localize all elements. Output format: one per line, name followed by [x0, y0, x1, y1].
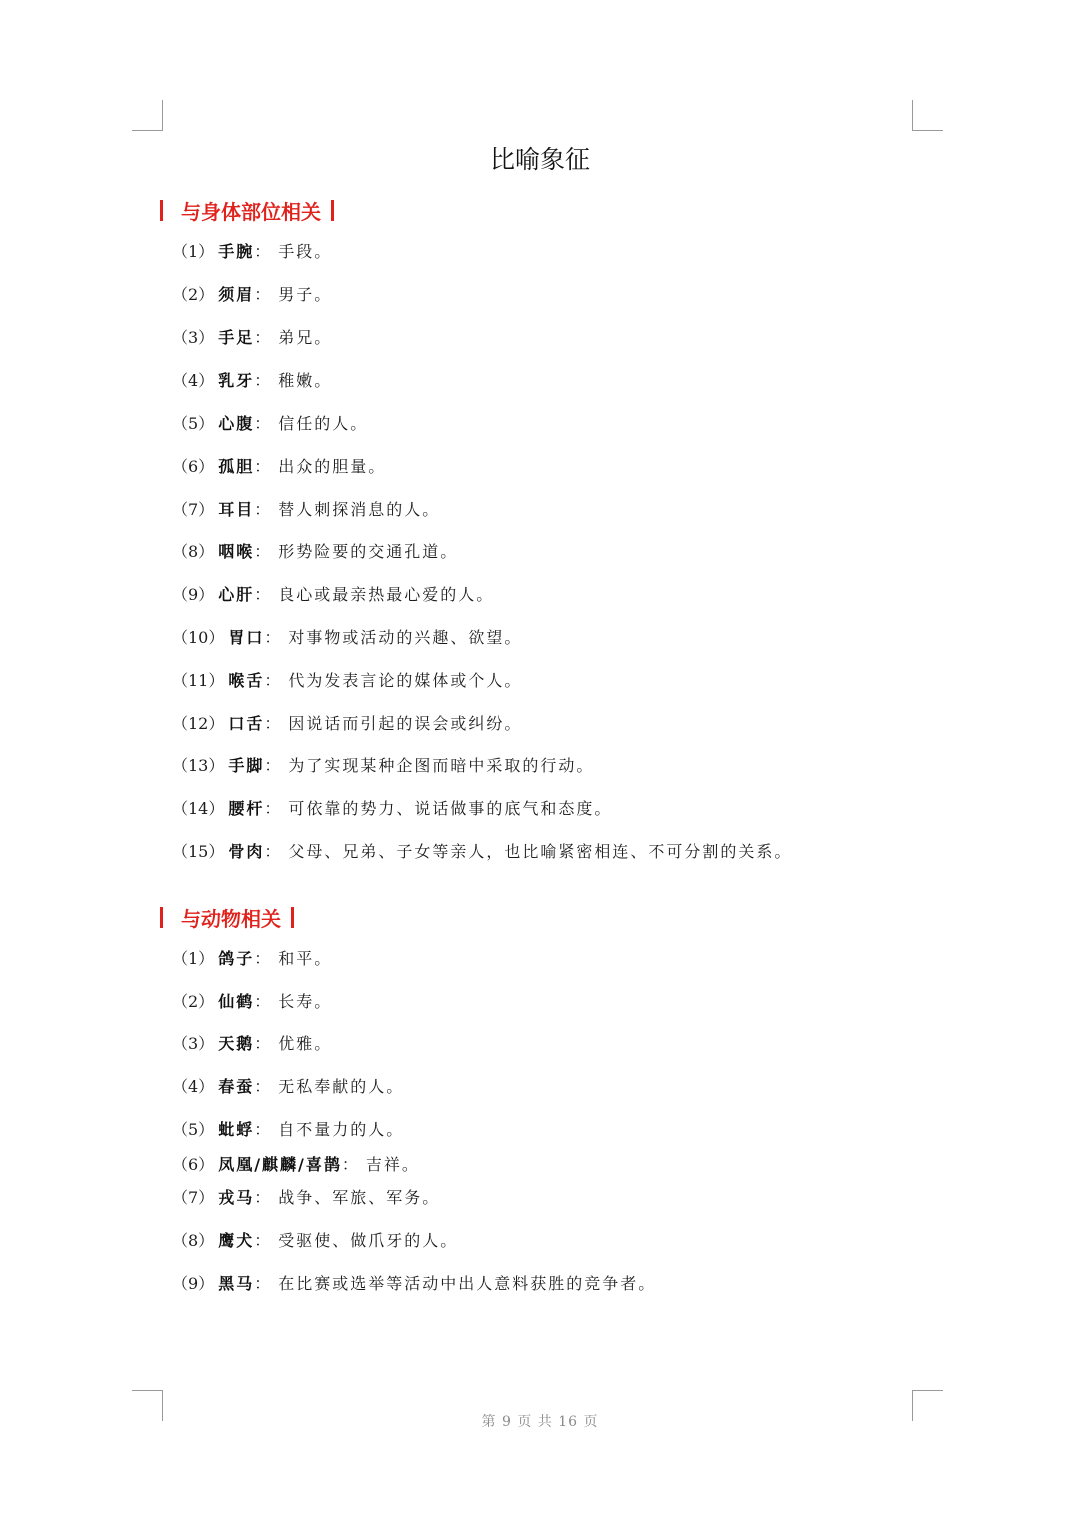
- item-term: 鸽子: [218, 949, 255, 968]
- item-term: 蚍蜉: [218, 1120, 255, 1139]
- item-number: （11）: [172, 671, 225, 690]
- item-term: 孤胆: [218, 457, 255, 476]
- item-colon: ：: [254, 457, 273, 476]
- list-item: [172, 1187, 440, 1209]
- item-colon: ：: [254, 1231, 273, 1250]
- item-colon: ：: [254, 371, 273, 390]
- item-definition: 对事物或活动的兴趣、欲望。: [288, 628, 523, 647]
- item-term: 手脚: [228, 756, 265, 775]
- item-colon: ：: [254, 328, 273, 347]
- item-number: （5）: [172, 414, 215, 433]
- heading-bar-right: [331, 200, 334, 221]
- item-number: （1）: [172, 242, 215, 261]
- item-definition: 父母、兄弟、子女等亲人，也比喻紧密相连、不可分割的关系。: [288, 842, 793, 861]
- item-number: （8）: [172, 1231, 215, 1250]
- section-heading-label: 与动物相关: [181, 907, 281, 931]
- item-number: （8）: [172, 542, 215, 561]
- item-term: 骨肉: [228, 842, 265, 861]
- item-colon: ：: [254, 1274, 273, 1293]
- footer-page-total: 16: [558, 1414, 579, 1430]
- item-definition: 男子。: [278, 285, 333, 304]
- list-item: [172, 755, 594, 777]
- item-term: 心肝: [218, 585, 255, 604]
- crop-mark-top-right: [912, 100, 943, 131]
- item-term: 戎马: [218, 1188, 255, 1207]
- item-definition: 自不量力的人。: [278, 1120, 405, 1139]
- list-item: [172, 627, 522, 649]
- footer-page-number: 9: [501, 1414, 512, 1430]
- item-term: 凤凰/麒麟/喜鹊: [218, 1155, 342, 1174]
- item-definition: 优雅。: [278, 1034, 333, 1053]
- item-number: （9）: [172, 585, 215, 604]
- item-colon: ：: [264, 714, 283, 733]
- footer-prefix: 第: [481, 1414, 497, 1430]
- item-colon: ：: [341, 1155, 360, 1174]
- list-item: [172, 841, 792, 863]
- list-item: [172, 1119, 404, 1141]
- list-item: [172, 1154, 420, 1176]
- list-item: [172, 284, 332, 306]
- list-item: [172, 948, 332, 970]
- item-term: 咽喉: [218, 542, 255, 561]
- item-number: （6）: [172, 457, 215, 476]
- item-term: 手腕: [218, 242, 255, 261]
- page-footer: [0, 1411, 1080, 1431]
- item-number: （3）: [172, 328, 215, 347]
- item-term: 心腹: [218, 414, 255, 433]
- item-number: （14）: [172, 799, 225, 818]
- item-colon: ：: [264, 756, 283, 775]
- list-item: [172, 241, 332, 263]
- item-colon: ：: [264, 628, 283, 647]
- item-definition: 为了实现某种企图而暗中采取的行动。: [288, 756, 595, 775]
- item-definition: 吉祥。: [365, 1155, 420, 1174]
- list-item: [172, 1230, 458, 1252]
- item-colon: ：: [254, 1077, 273, 1096]
- item-colon: ：: [254, 585, 273, 604]
- list-item: [172, 327, 332, 349]
- item-colon: ：: [254, 949, 273, 968]
- item-colon: ：: [264, 671, 283, 690]
- list-item: [172, 1033, 332, 1055]
- item-definition: 形势险要的交通孔道。: [278, 542, 459, 561]
- item-number: （7）: [172, 500, 215, 519]
- item-number: （3）: [172, 1034, 215, 1053]
- item-definition: 稚嫩。: [278, 371, 333, 390]
- item-number: （10）: [172, 628, 225, 647]
- item-definition: 在比赛或选举等活动中出人意料获胜的竞争者。: [278, 1274, 657, 1293]
- item-term: 手足: [218, 328, 255, 347]
- item-definition: 弟兄。: [278, 328, 333, 347]
- list-item: [172, 413, 368, 435]
- item-definition: 手段。: [278, 242, 333, 261]
- item-term: 喉舌: [228, 671, 265, 690]
- list-item: [172, 499, 440, 521]
- item-number: （13）: [172, 756, 225, 775]
- item-term: 腰杆: [228, 799, 265, 818]
- item-colon: ：: [254, 1188, 273, 1207]
- list-item: [172, 370, 332, 392]
- item-definition: 替人刺探消息的人。: [278, 500, 441, 519]
- item-definition: 受驱使、做爪牙的人。: [278, 1231, 459, 1250]
- item-number: （15）: [172, 842, 225, 861]
- page-title: 比喻象征: [489, 145, 590, 174]
- item-term: 鹰犬: [218, 1231, 255, 1250]
- item-colon: ：: [254, 500, 273, 519]
- item-colon: ：: [254, 285, 273, 304]
- heading-bar-left: [160, 200, 163, 221]
- item-term: 乳牙: [218, 371, 255, 390]
- item-definition: 出众的胆量。: [278, 457, 387, 476]
- footer-mid: 页 共: [517, 1414, 553, 1430]
- list-item: [172, 1076, 404, 1098]
- item-colon: ：: [264, 799, 283, 818]
- item-term: 须眉: [218, 285, 255, 304]
- item-definition: 信任的人。: [278, 414, 369, 433]
- list-item: [172, 991, 332, 1013]
- list-item: [172, 1273, 656, 1295]
- section-heading-label: 与身体部位相关: [181, 200, 321, 224]
- footer-suffix: 页: [583, 1414, 599, 1430]
- item-definition: 可依靠的势力、说话做事的底气和态度。: [288, 799, 613, 818]
- item-definition: 和平。: [278, 949, 333, 968]
- item-number: （9）: [172, 1274, 215, 1293]
- item-number: （1）: [172, 949, 215, 968]
- item-number: （4）: [172, 371, 215, 390]
- item-term: 春蚕: [218, 1077, 255, 1096]
- section-heading-body-parts: [160, 196, 334, 225]
- item-number: （5）: [172, 1120, 215, 1139]
- item-term: 胃口: [228, 628, 265, 647]
- item-term: 天鹅: [218, 1034, 255, 1053]
- item-colon: ：: [254, 1120, 273, 1139]
- item-term: 黑马: [218, 1274, 255, 1293]
- item-definition: 战争、军旅、军务。: [278, 1188, 441, 1207]
- heading-bar-left: [160, 907, 163, 928]
- heading-bar-right: [291, 907, 294, 928]
- section-heading-animals: [160, 903, 294, 932]
- item-colon: ：: [264, 842, 283, 861]
- list-item: [172, 584, 494, 606]
- item-definition: 无私奉献的人。: [278, 1077, 405, 1096]
- item-definition: 良心或最亲热最心爱的人。: [278, 585, 495, 604]
- item-term: 口舌: [228, 714, 265, 733]
- item-term: 耳目: [218, 500, 255, 519]
- list-item: [172, 798, 612, 820]
- item-definition: 因说话而引起的误会或纠纷。: [288, 714, 523, 733]
- item-colon: ：: [254, 542, 273, 561]
- item-number: （7）: [172, 1188, 215, 1207]
- item-definition: 长寿。: [278, 992, 333, 1011]
- item-number: （4）: [172, 1077, 215, 1096]
- list-item: [172, 670, 522, 692]
- item-number: （2）: [172, 285, 215, 304]
- item-number: （6）: [172, 1155, 215, 1174]
- item-definition: 代为发表言论的媒体或个人。: [288, 671, 523, 690]
- item-term: 仙鹤: [218, 992, 255, 1011]
- item-colon: ：: [254, 414, 273, 433]
- item-colon: ：: [254, 1034, 273, 1053]
- item-number: （2）: [172, 992, 215, 1011]
- item-colon: ：: [254, 992, 273, 1011]
- list-item: [172, 541, 458, 563]
- crop-mark-top-left: [132, 100, 163, 131]
- item-number: （12）: [172, 714, 225, 733]
- list-item: [172, 456, 386, 478]
- list-item: [172, 713, 522, 735]
- item-colon: ：: [254, 242, 273, 261]
